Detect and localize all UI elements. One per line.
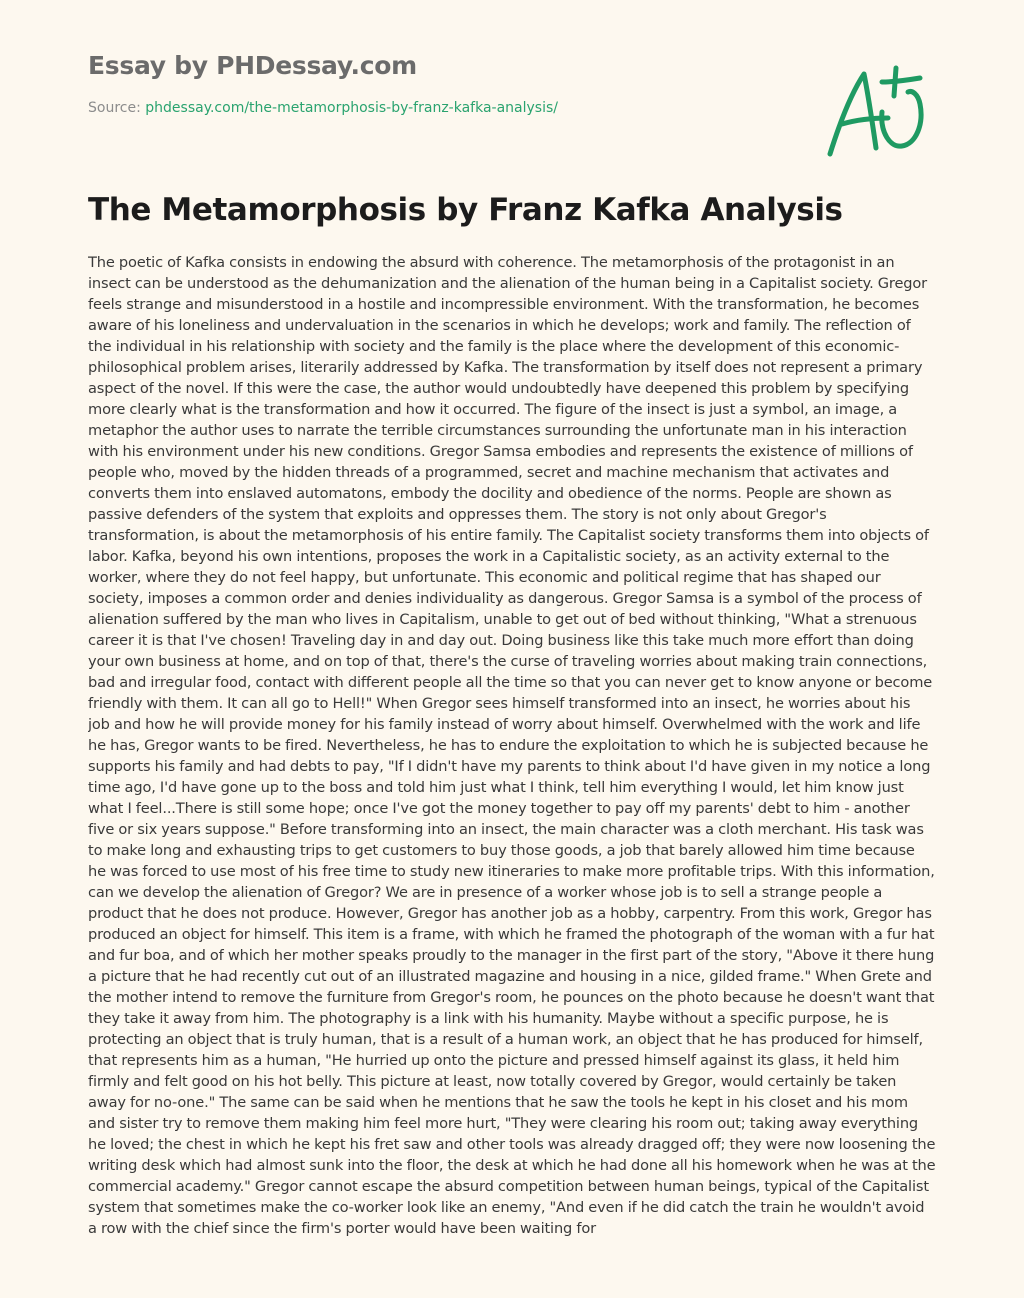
source-label: Source: <box>88 100 141 116</box>
essay-body: The poetic of Kafka consists in endowing the absurd with coherence. The metamorphosis of the protagonist in an insect can be understood as the dehumanization and the alienation of the human being in a Capitalist society. Gregor feels strange and misunderstood in a hostile and incompressible environment. With the transformation, he becomes aware of his loneliness and undervaluation in the scenarios in which he develops; work and family. The reflection of the individual in his relationship with society and the family is the place where the development of this economic-philosophical problem arises, literarily addressed by Kafka. The transformation by itself does not represent a primary aspect of the novel. If this were the case, the author would undoubtedly have deepened this problem by specifying more clearly what is the transformation and how it occurred. The figure of the insect is just a symbol, an image, a metaphor the author uses to narrate the terrible circumstances surrounding the unfortunate man in his interaction with his environment under his new conditions. Gregor Samsa embodies and represents the existence of millions of people who, moved by the hidden threads of a programmed, secret and machine mechanism that activates and converts them into enslaved automatons, embody the docility and obedience of the norms. People are shown as passive defenders of the system that exploits and oppresses them. The story is not only about Gregor's transformation, is about the metamorphosis of his entire family. The Capitalist society transforms them into objects of labor. Kafka, beyond his own intentions, proposes the work in a Capitalistic society, as an activity external to the worker, where they do not feel happy, but unfortunate. This economic and political regime that has shaped our society, imposes a common order and denies individuality as dangerous. Gregor Samsa is a symbol of the process of alienation suffered by the man who lives in Capitalism, unable to get out of bed without thinking, "What a strenuous career it is that I've chosen! Traveling day in and day out. Doing business like this take much more effort than doing your own business at home, and on top of that, there's the curse of traveling worries about making train connections, bad and irregular food, contact with different people all the time so that you can never get to know anyone or become friendly with them. It can all go to Hell!" When Gregor sees himself transformed into an insect, he worries about his job and how he will provide money for his family instead of worry about himself. Overwhelmed with the work and life he has, Gregor wants to be fired. Nevertheless, he has to endure the exploitation to which he is subjected because he supports his family and had debts to pay, "If I didn't have my parents to think about I'd have given in my notice a long time ago, I'd have gone up to the boss and told him just what I think, tell him everything I would, let him know just what I feel...There is still some hope; once I've got the money together to pay off my parents' debt to him - another five or six years suppose." Before transforming into an insect, the main character was a cloth merchant. His task was to make long and exhausting trips to get customers to buy those goods, a job that barely allowed him time because he was forced to use most of his free time to study new itineraries to make more profitable trips. With this information, can we develop the alienation of Gregor? We are in presence of a worker whose job is to sell a strange people a product that he does not produce. However, Gregor has another job as a hobby, carpentry. From this work, Gregor has produced an object for himself. This item is a frame, with which he framed the photograph of the woman with a fur hat and fur boa, and of which her mother speaks proudly to the manager in the first part of the story, "Above it there hung a picture that he had recently cut out of an illustrated magazine and housing in a nice, gilded frame." When Grete and the mother intend to remove the furniture from Gregor's room, he pounces on the photo because he doesn't want that they take it away from him. The photography is a link with his humanity. Maybe without a specific purpose, he is protecting an object that is truly human, that is a result of a human work, an object that he has produced for himself, that represents him as a human, "He hurried up onto the picture and pressed himself against its glass, it held him firmly and felt good on his hot belly. This picture at least, now totally covered by Gregor, would certainly be taken away for no-one." The same can be said when he mentions that he saw the tools he kept in his closet and his mom and sister try to remove them making him feel more hurt, "They were clearing his room out; taking away everything he loved; the chest in which he kept his fret saw and other tools was already dragged off; they were now loosening the writing desk which had almost sunk into the floor, the desk at which he had done all his homework when he was at the commercial academy." Gregor cannot escape the absurd competition between human beings, typical of the Capitalist system that sometimes make the co-worker look like an enemy, "And even if he did catch the train he wouldn't avoid a row with the chief since the firm's porter would have been waiting for <box>88 254 936 1237</box>
a-plus-grade-icon <box>822 62 930 162</box>
content-fade <box>0 1242 1024 1298</box>
source-link[interactable]: phdessay.com/the-metamorphosis-by-franz-kafka-analysis/ <box>145 100 558 116</box>
page-header <box>88 48 788 118</box>
site-brand[interactable]: Essay by PHDessay.com <box>88 51 417 80</box>
source-line <box>88 98 788 118</box>
essay-title: The Metamorphosis by Franz Kafka Analysis <box>88 192 843 228</box>
